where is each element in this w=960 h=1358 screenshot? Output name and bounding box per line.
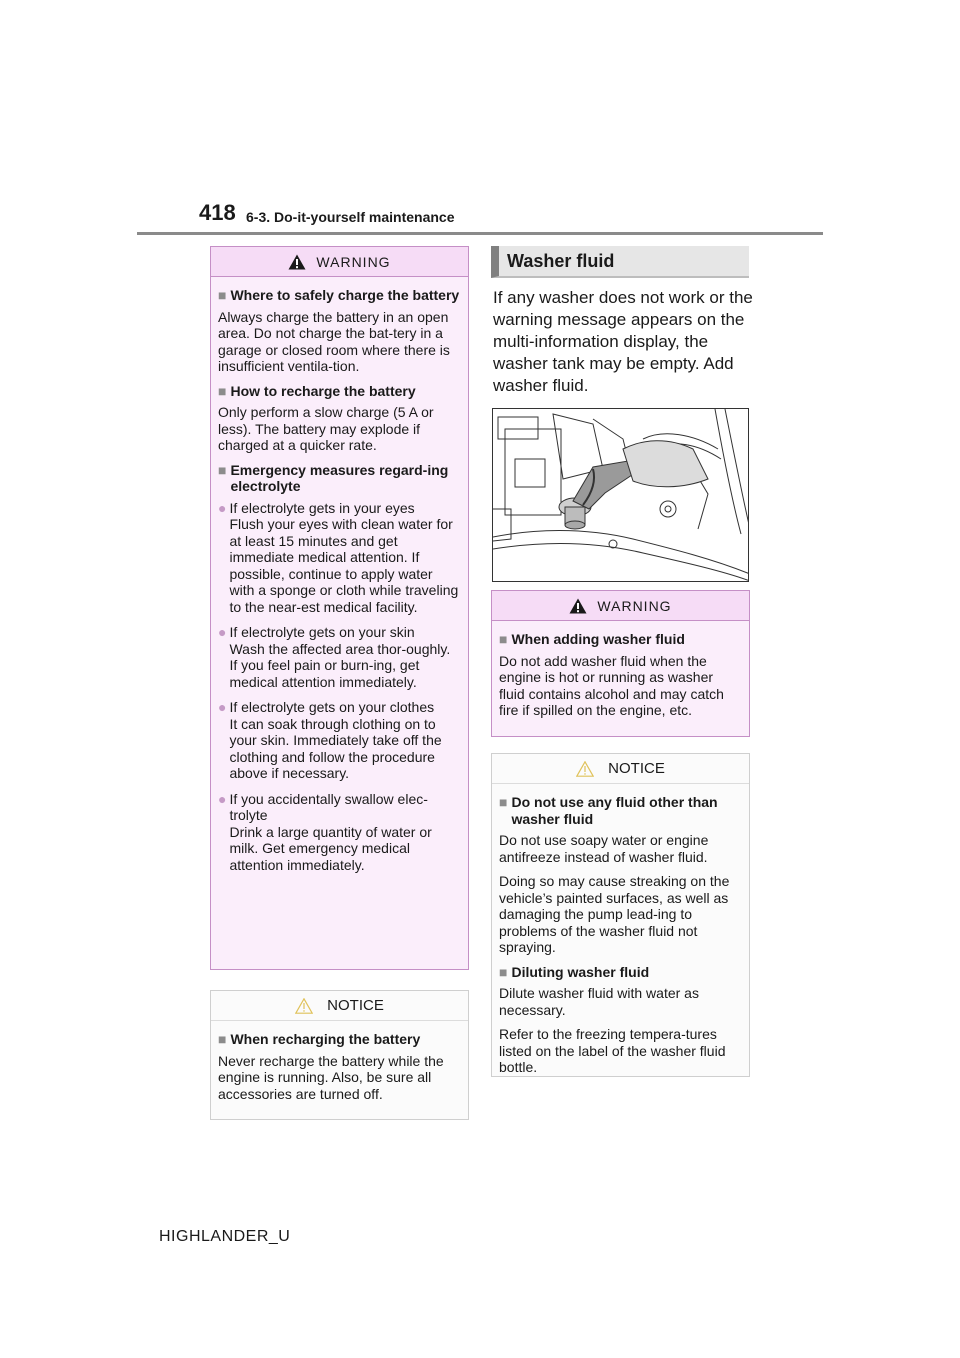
list-item: ● If you accidentally swallow elec-trolyte Drink a large quantity of water or milk. Get emergency medical attention immediately.: [218, 790, 432, 873]
square-bullet-icon: ■: [218, 461, 227, 478]
washer-fluid-intro: If any washer does not work or the warning message appears on the multi-information display, the washer tank may be empty. Add washer fluid.: [493, 288, 753, 395]
warning-triangle-icon: [569, 598, 587, 614]
warning-title: WARNING: [597, 597, 672, 614]
square-bullet-icon: ■: [499, 963, 508, 980]
section-heading: ■ How to recharge the battery: [218, 382, 416, 399]
notice-triangle-icon: [576, 761, 594, 777]
section-heading: ■ Diluting washer fluid: [499, 963, 650, 980]
paragraph: Never recharge the battery while the engine is running. Also, be sure all accessories are turned off.: [218, 1052, 444, 1102]
notice-triangle-icon: [295, 998, 313, 1014]
circle-bullet-icon: ●: [218, 790, 227, 807]
paragraph: Dilute washer fluid with water as necessary.: [499, 985, 699, 1018]
section-heading: ■ When recharging the battery: [218, 1031, 421, 1047]
paragraph: Always charge the battery in an open area. Do not charge the bat-tery in a garage or closed room where there is insufficient ventila-tion.: [218, 308, 450, 374]
square-bullet-icon: ■: [218, 287, 227, 303]
circle-bullet-icon: ●: [218, 624, 227, 640]
square-bullet-icon: ■: [218, 382, 227, 399]
section-heading: ■ When adding washer fluid: [499, 631, 685, 647]
square-bullet-icon: ■: [218, 1031, 227, 1047]
notice-header: [211, 991, 468, 1021]
battery-notice-box: [210, 990, 469, 1120]
warning-triangle-icon: [288, 254, 306, 270]
list-item: ● If electrolyte gets in your eyes Flush your eyes with clean water for at least 15 minutes and get immediate medical attention. If possible, continue to apply water with a sponge or cloth while traveling to the near-est medical facility.: [218, 499, 459, 615]
notice-title: NOTICE: [327, 997, 384, 1014]
section-heading: ■ Emergency measures regard-ing electrolyte: [218, 461, 449, 494]
washer-warning-box: [491, 590, 750, 737]
notice-header: [492, 754, 749, 784]
warning-header: [492, 591, 749, 621]
paragraph: Do not add washer fluid when the engine is hot or running as washer fluid contains alcohol and may catch fire if spilled on the engine, etc.: [499, 652, 724, 718]
paragraph: Refer to the freezing tempera-tures listed on the label of the washer fluid bottle.: [499, 1026, 726, 1075]
battery-warning-box: [210, 246, 469, 970]
section-heading: ■ Do not use any fluid other than washer fluid: [499, 794, 718, 827]
square-bullet-icon: ■: [499, 794, 508, 810]
warning-header: [211, 247, 468, 277]
notice-title: NOTICE: [608, 760, 665, 777]
washer-fluid-heading: Washer fluid: [491, 246, 749, 278]
circle-bullet-icon: ●: [218, 499, 227, 516]
square-bullet-icon: ■: [499, 631, 508, 647]
warning-title: WARNING: [316, 253, 391, 270]
list-item: ● If electrolyte gets on your skin Wash the affected area thor-oughly. If you feel pain or burn-ing, get medical attention immediately.: [218, 624, 451, 690]
washer-notice-box: [491, 753, 750, 1077]
header-rule: [137, 232, 823, 235]
washer-fluid-illustration: [492, 408, 749, 582]
engine-bay-drawing: [493, 409, 749, 582]
section-heading: ■ Where to safely charge the battery: [218, 287, 460, 303]
footer-model: HIGHLANDER_U: [159, 1228, 291, 1245]
paragraph: Only perform a slow charge (5 A or less). The battery may explode if charged at a quicker rate.: [218, 404, 434, 453]
page-number: 418: [199, 200, 236, 225]
paragraph: Doing so may cause streaking on the vehicle’s painted surfaces, as well as damaging the pump lead-ing to problems of the washer fluid not spraying.: [499, 873, 730, 955]
paragraph: Do not use soapy water or engine antifreeze instead of washer fluid.: [499, 832, 709, 865]
section-title: 6-3. Do-it-yourself maintenance: [246, 209, 455, 225]
circle-bullet-icon: ●: [218, 699, 227, 715]
list-item: ● If electrolyte gets on your clothes It can soak through clothing on to your skin. Immediately take off the clothing and follow the procedure above if necessary.: [218, 699, 442, 781]
